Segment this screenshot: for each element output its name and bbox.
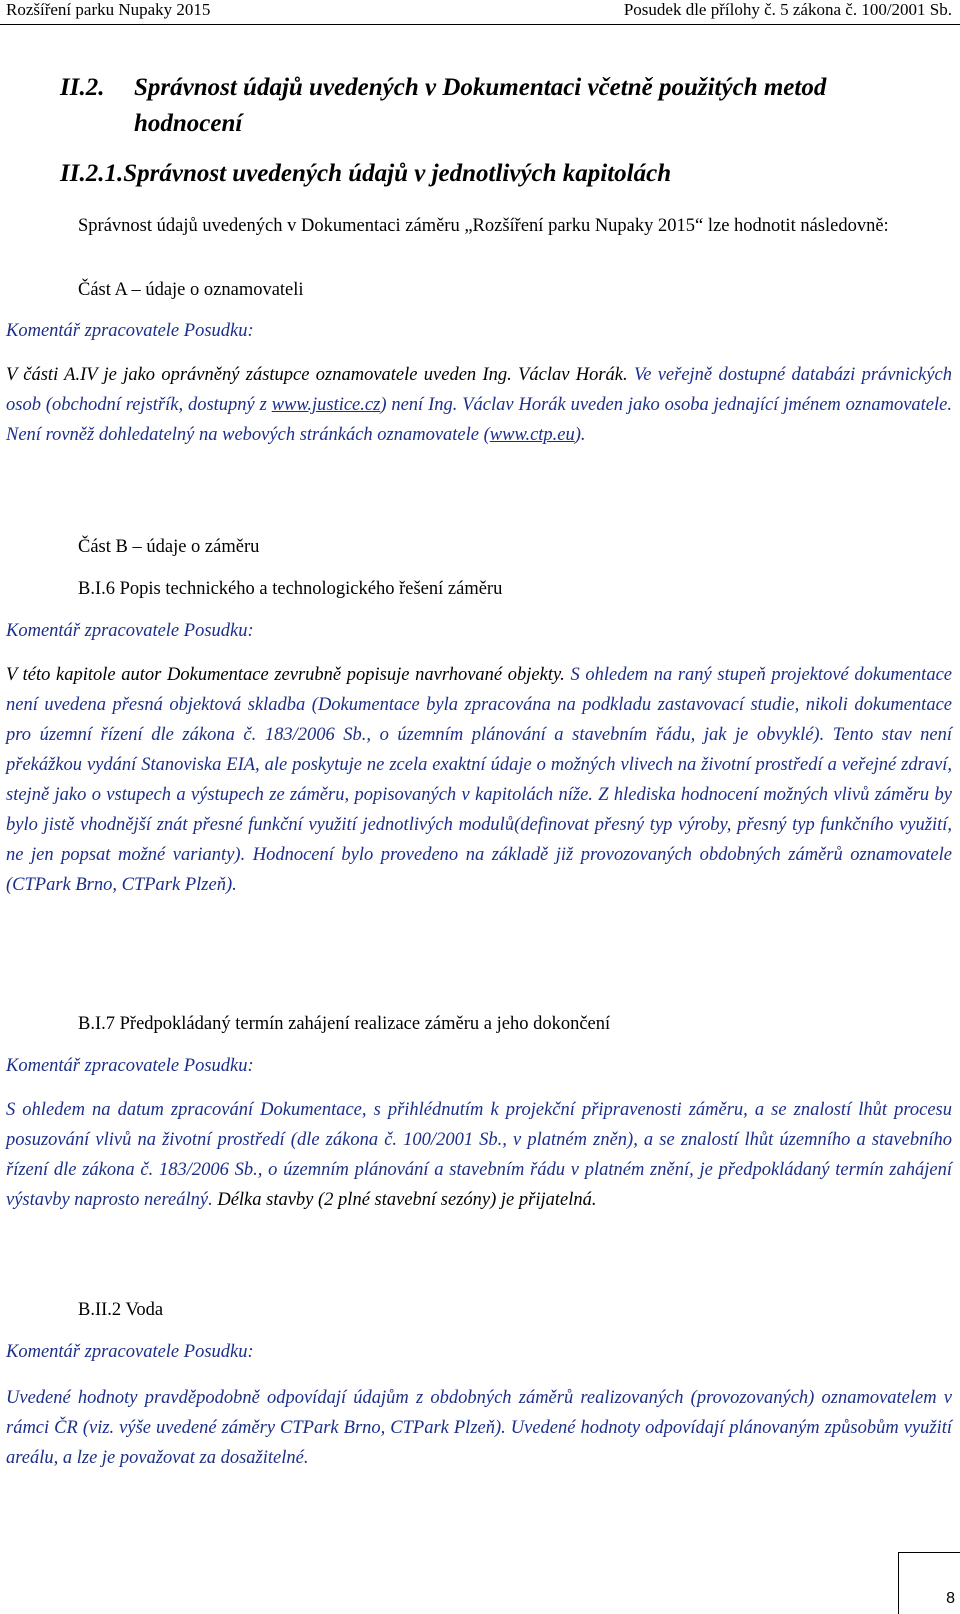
b-i-7-heading: B.I.7 Předpokládaný termín zahájení realizace záměru a jeho dokončení (78, 1014, 611, 1034)
b-i-7-comment-label: Komentář zpracovatele Posudku: (6, 1056, 254, 1076)
part-a-comment-text-2: Ve veřejně dostupné databázi právnických osob (obchodní rejstřík, dostupný z (6, 365, 952, 415)
b-i-7-comment (6, 1095, 952, 1215)
b-i-7-comment-text-2: Délka stavby (2 plné stavební sezóny) je přijatelná. (212, 1190, 597, 1210)
header-legal-reference: Posudek dle přílohy č. 5 zákona č. 100/2001 Sb. (623, 0, 952, 19)
subsection-number: II.2.1. (60, 160, 124, 187)
part-a-comment-text-3: ) není Ing. Václav Horák uveden jako osoba jednající jménem oznamovatele. (380, 395, 952, 415)
running-header (0, 0, 960, 25)
subsection-title: Správnost uvedených údajů v jednotlivých kapitolách (123, 160, 672, 187)
b-i-6-comment-text-2: S ohledem na raný stupeň projektové dokumentace není uvedena přesná objektová skladba (Dokumentace byla zpracována na podkladu zastavovací studie, nikoli dokumentace pro územní řízení dle zákona č. 183/2006 Sb., o územním plánování a stavebním řádu, jak je obvyklé). (6, 665, 952, 745)
section-number: II.2. (60, 74, 105, 101)
b-i-7-comment-text-1: S ohledem na datum zpracování Dokumentace, s přihlédnutím k projekční připravenosti záměru, a se znalostí lhůt procesu posuzování vlivů na životní prostředí (dle zákona č. 100/2001 Sb., v platném zněn), a se znalostí lhůt územního a stavebního řízení dle zákona č. 183/2006 Sb., o územním plánování a stavebním řádu v platném znění, je předpokládaný termín zahájení výstavby naprosto nereálný. (6, 1100, 952, 1210)
b-i-6-comment-text-4: Z hlediska hodnocení možných vlivů záměru by bylo jistě vhodnější znát přesné funkční využití jednotlivých modulů(definovat přesný typ výroby, přesný typ funkčního využití, ne jen popsat možné varianty). Hodnocení bylo provedeno na základě již provozovaných obdobných záměrů oznamovatele (CTPark Brno, CTPark Plzeň). (6, 785, 952, 895)
b-i-6-comment (6, 660, 952, 900)
section-title-line1: Správnost údajů uvedených v Dokumentaci včetně použitých metod (134, 74, 827, 101)
b-ii-2-comment-label: Komentář zpracovatele Posudku: (6, 1342, 254, 1362)
b-i-6-comment-text-3: Tento stav není překážkou vydání Stanoviska EIA, ale poskytuje ne zcela exaktní údaje o možných vlivech na životní prostředí a veřejné zdraví, stejně jako o vstupech a výstupech ze záměru, popisovaných v kapitolách níže. (6, 725, 952, 805)
part-b-heading: Část B – údaje o záměru (78, 537, 260, 557)
b-ii-2-heading: B.II.2 Voda (78, 1300, 164, 1320)
justice-link[interactable]: www.justice.cz (271, 395, 381, 415)
page-number-box (898, 1552, 960, 1614)
section-title-line2: hodnocení (134, 110, 243, 137)
header-document-title: Rozšíření parku Nupaky 2015 (6, 0, 211, 19)
part-a-comment-text-1: V části A.IV je jako oprávněný zástupce oznamovatele uveden Ing. Václav Horák. (6, 365, 628, 385)
page-number: 8 (946, 1590, 955, 1607)
part-a-comment-text-5: ). (574, 425, 586, 445)
part-a-heading: Část A – údaje o oznamovateli (78, 280, 304, 300)
part-a-comment-text-4: Není rovněž dohledatelný na webových stránkách oznamovatele ( (6, 425, 490, 445)
b-i-6-comment-label: Komentář zpracovatele Posudku: (6, 621, 254, 641)
section-heading (60, 70, 960, 142)
part-a-comment-label: Komentář zpracovatele Posudku: (6, 321, 254, 341)
b-i-6-heading: B.I.6 Popis technického a technologického řešení záměru (78, 579, 503, 599)
b-ii-2-comment (6, 1383, 952, 1473)
ctp-link[interactable]: www.ctp.eu (489, 425, 575, 445)
b-i-6-comment-text-1: V této kapitole autor Dokumentace zevrubně popisuje navrhované objekty. (6, 665, 565, 685)
b-ii-2-comment-text: Uvedené hodnoty pravděpodobně odpovídají údajům z obdobných záměrů realizovaných (provozovaných) oznamovatelem v rámci ČR (viz. výše uvedené záměry CTPark Brno, CTPark Plzeň). Uvedené hodnoty odpovídají plánovaným způsobům využití areálu, a lze je považovat za dosažitelné. (6, 1388, 952, 1468)
intro-paragraph: Správnost údajů uvedených v Dokumentaci záměru „Rozšíření parku Nupaky 2015“ lze hodnotit následovně: (78, 216, 889, 236)
part-a-comment (6, 360, 952, 450)
subsection-heading (60, 160, 671, 188)
